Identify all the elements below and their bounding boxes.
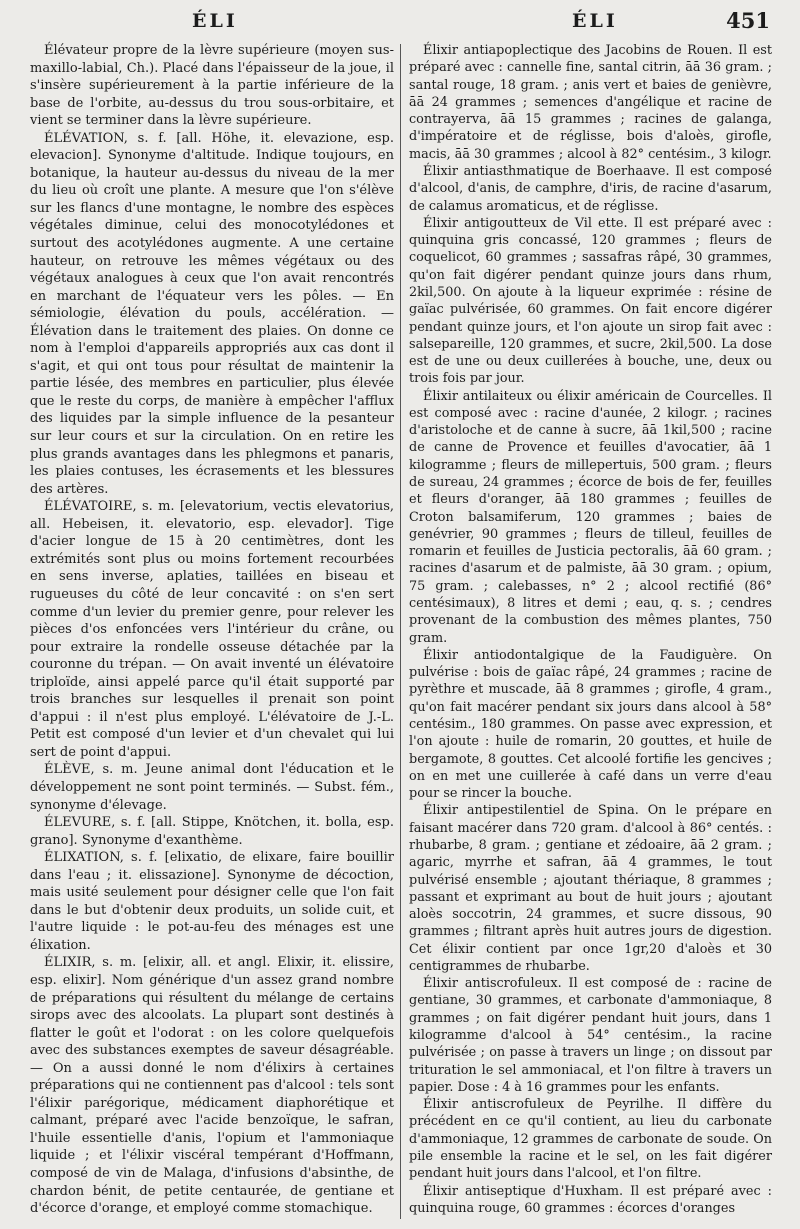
entry-elixir: ÉLIXIR, s. m. [elixir, all. et angl. Elixir, it. elissire, esp. elixir]. Nom générique d'un assez grand nombre de préparations qui résultent du mélange de certains sirops avec des alcoolats. La plupart sont destinés à flatter le goût et l'odorat : on les colore quelquefois avec des substances exemptes de saveur désagréable. — On a aussi donné le nom d'élixirs à certaines préparations qui ne contiennent pas d'alcool : tels sont l'élixir parégorique, médicament diaphorétique et calmant, préparé avec l'acide benzoïque, le safran, l'huile essentielle d'anis, l'opium et l'ammoniaque liquide ; et l'élixir viscéral tempérant d'Hoffmann, composé de vin de Malaga, d'infusions d'absinthe, de chardon bénit, de petite centaurée, de gentiane et d'écorce d'orange, et employé comme stomachique.	[30, 955, 394, 1217]
entry-elixir-antiasthmatique: Élixir antiasthmatique de Boerhaave. Il est composé d'alcool, d'anis, de camphre, d'iris, de racine d'asarum, de calamus aromaticus, et de réglisse.	[409, 163, 772, 214]
entry-elevure: ÉLEVURE, s. f. [all. Stippe, Knötchen, it. bolla, esp. grano]. Synonyme d'exanthème.	[30, 815, 394, 848]
left-column	[30, 42, 394, 1218]
entry-elixir-antiodontalgique: Élixir antiodontalgique de la Faudiguère. On pulvérise : bois de gaïac râpé, 24 grammes ; racine de pyrèthre et muscade, āā 8 grammes ; girofle, 4 gram., qu'on fait macérer pendant six jours dans alcool à 58° centésim., 180 grammes. On passe avec expression, et l'on ajoute : huile de romarin, 20 gouttes, et huile de bergamote, 8 gouttes. Cet alcoolé fortifie les gencives ; on en met une cuillerée à café dans un verre d'eau pour se rincer la bouche.	[409, 647, 772, 802]
entry-elevation: ÉLÉVATION, s. f. [all. Höhe, it. elevazione, esp. elevacion]. Synonyme d'altitude. Indique toujours, en botanique, la hauteur au-dessus du niveau de la mer du lieu où croît une plante. A mesure que l'on s'élève sur les flancs d'une montagne, le nombre des espèces végétales diminue, celui des monocotylédones et surtout des acotylédones augmente. A une certaine hauteur, on retrouve les mêmes végétaux ou des végétaux analogues à ceux que l'on avait rencontrés en marchant de l'équateur vers les pôles. — En sémiologie, élévation du pouls, accélération. — Élévation dans le traitement des plaies. On donne ce nom à l'emploi d'appareils appropriés aux cas dont il s'agit, et qui ont tous pour résultat de maintenir la partie lésée, des membres en particulier, plus élevée que le reste du corps, de manière à empêcher l'afflux des liquides par la simple influence de la pesanteur sur leur cours et sur la circulation. On en retire les plus grands avantages dans les phlegmons et panaris, les plaies contuses, les écrasements et les blessures des artères.	[30, 130, 394, 497]
entry-elixation: ÉLIXATION, s. f. [elixatio, de elixare, faire bouillir dans l'eau ; it. elissazione]. Synonyme de décoction, mais usité seulement pour désigner celle que l'on fait dans le but d'obtenir deux produits, un solide cuit, et l'autre liquide : le pot-au-feu des ménages est une élixation.	[30, 850, 394, 953]
entry-elixir-antiapoplectique: Élixir antiapoplectique des Jacobins de Rouen. Il est préparé avec : cannelle fine, santal citrin, āā 36 gram. ; santal rouge, 18 gram. ; anis vert et baies de genièvre, āā 24 grammes ; semences d'angélique et racine de contrayerva, āā 15 grammes ; racines de galanga, d'impératoire et de réglisse, bois d'aloès, girofle, macis, āā 30 grammes ; alcool à 82° centésim., 3 kilogr.	[409, 43, 772, 162]
running-head-left: ÉLI	[192, 10, 238, 32]
running-head-right: ÉLI	[572, 10, 618, 32]
entry-elixir-antilaiteux: Élixir antilaiteux ou élixir américain de Courcelles. Il est composé avec : racine d'aunée, 2 kilogr. ; racines d'aristoloche et de canne à sucre, āā 1kil,500 ; racine de canne de Provence et feuilles d'avocatier, āā 1 kilogramme ; fleurs de millepertuis, 500 gram. ; fleurs de sureau, 24 grammes ; écorce de bois de fer, feuilles et fleurs d'oranger, āā 180 grammes ; feuilles de Croton balsamiferum, 120 grammes ; baies de genévrier, 90 grammes ; fleurs de tilleul, feuilles de romarin et feuilles de Justicia pectoralis, āā 60 gram. ; racines d'asarum et de palmiste, āā 30 gram. ; opium, 75 gram. ; calebasses, n° 2 ; alcool rectifié (86° centésimaux), 8 litres et demi ; eau, q. s. ; cendres provenant de la combustion des mêmes plantes, 750 gram.	[409, 388, 772, 646]
entry-elixir-antiscrofuleux-peyrilhe: Élixir antiscrofuleux de Peyrilhe. Il diffère du précédent en ce qu'il contient, au lieu du carbonate d'ammoniaque, 12 grammes de carbonate de soude. On pile ensemble la racine et le sel, on les fait digérer pendant huit jours dans l'alcool, et l'on filtre.	[409, 1097, 772, 1182]
column-divider	[400, 44, 401, 1219]
entry-elixir-antiseptique: Élixir antiseptique d'Huxham. Il est préparé avec : quinquina rouge, 60 grammes : écorces d'oranges	[409, 1183, 772, 1216]
entry-elixir-antigoutteux: Élixir antigoutteux de Vil ette. Il est préparé avec : quinquina gris concassé, 120 grammes ; fleurs de coquelicot, 60 grammes ; sassafras râpé, 30 grammes, qu'on fait digérer pendant quinze jours dans rhum, 2kil,500. On ajoute à la liqueur exprimée : résine de gaïac pulvérisée, 60 grammes. On fait encore digérer pendant quinze jours, et l'on ajoute un sirop fait avec : salsepareille, 120 grammes, et sucre, 2kil,500. La dose est de une ou deux cuillerées à bouche, une, deux ou trois fois par jour.	[409, 215, 772, 387]
right-column	[409, 42, 772, 1217]
entry-elevateur: Élévateur propre de la lèvre supérieure (moyen sus-maxillo-labial, Ch.). Placé dans l'épaisseur de la joue, il s'insère supérieurement à la partie inférieure de la base de l'orbite, au-dessus du trou sous-orbitaire, et vient se terminer dans la lèvre supérieure.	[30, 43, 394, 129]
entry-elixir-antipestilentiel: Élixir antipestilentiel de Spina. On le prépare en faisant macérer dans 720 gram. d'alcool à 86° centés. : rhubarbe, 8 gram. ; gentiane et zédoaire, āā 2 gram. ; agaric, myrrhe et safran, āā 4 grammes, le tout pulvérisé ensemble ; ajoutant thériaque, 8 grammes ; passant et exprimant au bout de huit jours ; ajoutant aloès soccotrin, 24 grammes, et sucre dissous, 90 grammes ; filtrant après huit autres jours de digestion. Cet élixir contient par once 1gr,20 d'aloès et 30 centigrammes de rhubarbe.	[409, 803, 772, 974]
entry-elixir-antiscrofuleux: Élixir antiscrofuleux. Il est composé de : racine de gentiane, 30 grammes, et carbonate d'ammoniaque, 8 grammes ; on fait digérer pendant huit jours, dans 1 kilogramme d'alcool à 54° centésim., la racine pulvérisée ; on passe à travers un linge ; on dissout par trituration le sel ammoniacal, et l'on filtre à travers un papier. Dose : 4 à 16 grammes pour les enfants.	[409, 976, 772, 1095]
entry-elevatoire: ÉLÉVATOIRE, s. m. [elevatorium, vectis elevatorius, all. Hebeisen, it. elevatorio, esp. elevador]. Tige d'acier longue de 15 à 20 centimètres, dont les extrémités sont plus ou moins fortement recourbées en sens inverse, aplaties, taillées en biseau et rugueuses du côté de leur concavité : on s'en sert comme d'un levier du premier genre, pour relever les pièces d'os enfoncées vers l'intérieur du crâne, ou pour extraire la rondelle osseuse détachée par la couronne du trépan. — On avait inventé un élévatoire triploïde, ainsi appelé parce qu'il était supporté par trois branches sur lesquelles il prenait son point d'appui : il n'est plus employé. L'élévatoire de J.-L. Petit est composé d'un levier et d'un chevalet qui lui sert de point d'appui.	[30, 499, 394, 760]
page-number: 451	[726, 8, 770, 33]
entry-eleve: ÉLÈVE, s. m. Jeune animal dont l'éducation et le développement ne sont point terminés. — Subst. fém., synonyme d'élevage.	[30, 762, 394, 813]
